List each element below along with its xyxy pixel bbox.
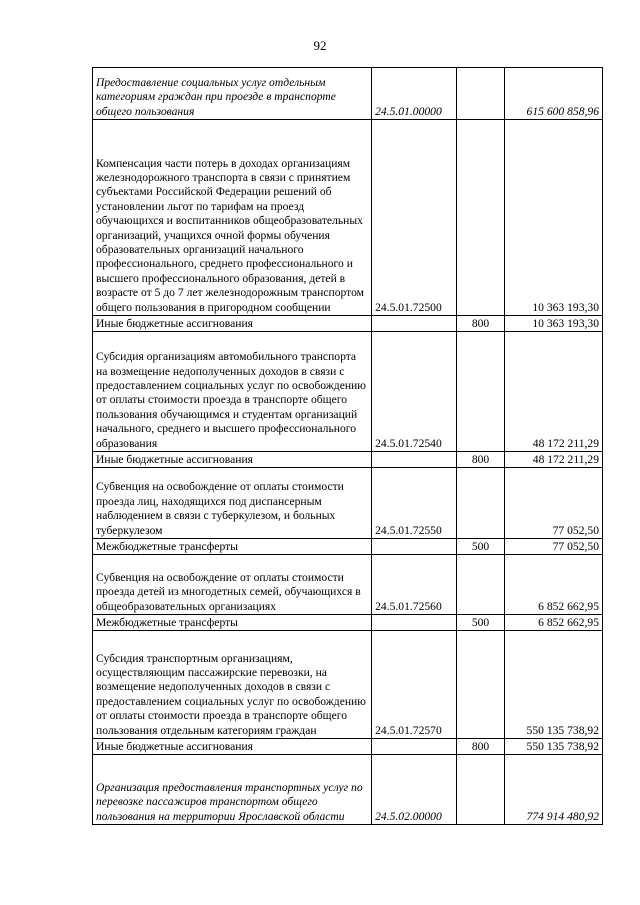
row-name: Предоставление социальных услуг отдельным категориям граждан при проезде в транспорте общего пользования: [93, 68, 372, 120]
row-code: 24.5.02.00000: [372, 755, 457, 825]
row-amount: 48 172 211,29: [504, 332, 602, 452]
table-row: [93, 468, 603, 539]
row-expense-type: [457, 120, 504, 316]
table-row: [93, 68, 603, 120]
table-row: [93, 739, 603, 755]
row-expense-type: [457, 332, 504, 452]
row-expense-type: [457, 631, 504, 739]
table-row: [93, 332, 603, 452]
row-name: Компенсация части потерь в доходах организациям железнодорожного транспорта в связи с принятием субъектами Российской Федерации решений об установлении льгот по тарифам на проезд обучающихся и воспитанников общеобразовательных организаций, учащихся очной формы обучения образовательных организаций начального профессионального, среднего профессионального и высшего профессионального образования, детей в возрасте от 5 до 7 лет железнодорожным транспортом общего пользования в пригородном сообщении: [93, 120, 372, 316]
table-row: [93, 316, 603, 332]
row-code: [372, 615, 457, 631]
row-code: [372, 739, 457, 755]
row-amount: 615 600 858,96: [504, 68, 602, 120]
row-expense-type: 500: [457, 539, 504, 555]
row-expense-type: [457, 755, 504, 825]
row-amount: 550 135 738,92: [504, 631, 602, 739]
row-code: [372, 539, 457, 555]
row-expense-type: 800: [457, 316, 504, 332]
row-amount: 550 135 738,92: [504, 739, 602, 755]
budget-table: [92, 67, 603, 825]
row-code: 24.5.01.72560: [372, 555, 457, 615]
row-name: Межбюджетные трансферты: [93, 615, 372, 631]
row-amount: 774 914 480,92: [504, 755, 602, 825]
row-code: 24.5.01.00000: [372, 68, 457, 120]
row-expense-type: 500: [457, 615, 504, 631]
table-row: [93, 539, 603, 555]
table-row: [93, 615, 603, 631]
row-expense-type: [457, 68, 504, 120]
row-expense-type: [457, 555, 504, 615]
row-amount: 77 052,50: [504, 468, 602, 539]
row-expense-type: 800: [457, 452, 504, 468]
row-amount: 77 052,50: [504, 539, 602, 555]
row-amount: 10 363 193,30: [504, 120, 602, 316]
row-expense-type: 800: [457, 739, 504, 755]
row-code: 24.5.01.72540: [372, 332, 457, 452]
row-amount: 10 363 193,30: [504, 316, 602, 332]
budget-table-body: [93, 68, 603, 825]
table-row: [93, 755, 603, 825]
table-row: [93, 120, 603, 316]
row-name: Субсидия транспортным организациям, осуществляющим пассажирские перевозки, на возмещение недополученных доходов в связи с предоставлением социальных услуг по освобождению от оплаты стоимости проезда в транспорте общего пользования отдельным категориям граждан: [93, 631, 372, 739]
table-row: [93, 631, 603, 739]
table-row: [93, 452, 603, 468]
row-amount: 6 852 662,95: [504, 615, 602, 631]
table-row: [93, 555, 603, 615]
page-number: 92: [313, 38, 327, 53]
row-name: Субсидия организациям автомобильного транспорта на возмещение недополученных доходов в связи с предоставлением социальных услуг по освобождению от оплаты стоимости проезда в транспорте общего пользования обучающимся и студентам организаций начального, среднего и высшего профессионального образования: [93, 332, 372, 452]
row-name: Межбюджетные трансферты: [93, 539, 372, 555]
row-name: Иные бюджетные ассигнования: [93, 739, 372, 755]
row-expense-type: [457, 468, 504, 539]
row-name: Субвенция на освобождение от оплаты стоимости проезда лиц, находящихся под диспансерным наблюдением в связи с туберкулезом, и больных туберкулезом: [93, 468, 372, 539]
row-name: Субвенция на освобождение от оплаты стоимости проезда детей из многодетных семей, обучающихся в общеобразовательных организациях: [93, 555, 372, 615]
row-code: [372, 316, 457, 332]
row-amount: 48 172 211,29: [504, 452, 602, 468]
row-code: 24.5.01.72500: [372, 120, 457, 316]
row-amount: 6 852 662,95: [504, 555, 602, 615]
row-code: [372, 452, 457, 468]
row-code: 24.5.01.72550: [372, 468, 457, 539]
row-name: Иные бюджетные ассигнования: [93, 316, 372, 332]
row-code: 24.5.01.72570: [372, 631, 457, 739]
row-name: Организация предоставления транспортных услуг по перевозке пассажиров транспортом общего пользования на территории Ярославской области: [93, 755, 372, 825]
row-name: Иные бюджетные ассигнования: [93, 452, 372, 468]
